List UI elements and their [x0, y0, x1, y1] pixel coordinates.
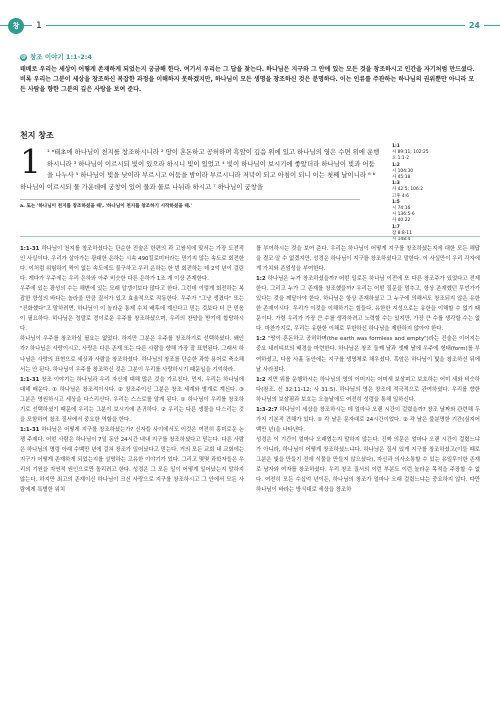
- commentary-text: 지면 위를 운행하시는 하나님의 영의 이미지는 어미새 보살펴고 보호하는 어미 새와 비슷하다(참조. 신 32:11-12; 사 31:5). 하나님의 영은 창조에 적극적으로 관여하셨다. 우리를 향한 하나님의 보살핌과 보호는 오늘날에도 여전히 성령을 통해 일하신다.: [256, 376, 480, 403]
- chapter-drop-number: 1: [20, 142, 41, 181]
- commentary-ref: 1:1-31: [20, 246, 40, 252]
- scripture-text: [20, 142, 380, 193]
- scripture-verses: ¹ ᵃ태초에 하나님이 천지를 창조하시니라 ² 땅이 혼돈하고 공허하며 흑암이 깊음 위에 있고 하나님의 영은 수면 위에 운행하시니라 ³ 하나님이 이르시되 빛이 있으라 하시니 빛이 있었고 ⁴ 빛이 하나님이 보시기에 좋았더라 하나님이 빛과 어둠을 나누사 ⁵ 하나님이 빛을 낮이라 부르시고 어둠을 밤이라 부르시니라 저녁이 되고 아침이 되니 이는 첫째 날이니라 ⁶ ᵇ하나님이 이르시되 물 가운데에 궁창이 있어 물과 물로 나뉘라 하시고 ⁷ 하나님이 궁창을: [20, 148, 380, 191]
- commentary-text: 하나님은 누가 창조하셨을까? 어떤 일로든 하나님 이전에 또 다른 창조주가 있었다고 전제한다. 그리고 누가 그 존재를 창조했을까? 우리는 어떤 질문을 멈추고, 항상 존재했던 무언가가 있다는 것을 깨달아야 한다. 하나님은 항상 존재하셨고 그 누구에 의해서도 창조되지 않은 유한한 존재이시다. 우리가 이것을 이해하기는 힘들다. 유한한 지성으로는 유한을 이해할 수 없기 때문이다. 가령 우리가 가장 큰 수를 생각하려고 노력할 수는 있지만, 가장 큰 수를 생각할 수는 없다. 마찬가지로, 우리는 유한한 이해로 무한하신 하나님을 제한하지 않아야 한다.: [256, 276, 480, 333]
- book-badge: 창: [8, 18, 24, 34]
- commentary-left-column: [20, 244, 244, 495]
- footnote-rule: [20, 199, 360, 200]
- chapter-number: 1: [32, 18, 46, 34]
- section-divider: [20, 236, 480, 237]
- header-rule: [0, 25, 500, 26]
- xref-item: 사 42:5; 106:2: [392, 187, 424, 193]
- xref-verse: 1:5: [392, 199, 400, 205]
- story-intro: [20, 52, 475, 95]
- commentary-paragraph: [256, 274, 480, 334]
- story-heading: [20, 52, 475, 61]
- commentary-paragraph: [20, 244, 244, 284]
- xref-verse: 1:3: [392, 181, 400, 187]
- xref-verse: 1:1: [392, 144, 400, 149]
- commentary-text: "땅이 혼돈하고 공허하며(the earth was formless and empty")라는 진술은 이어지는 중요 내러티브의 배경을 마련한다. 하나님은 창조 둘째 날과 셋째 날에 우주에 형태(form)를 부여하셨고, 다음 사흘 동안에는 지구를 생명체로 채우셨다. 흑암은 하나님이 빛을 창조하신 뒤에 낱 사라졌다.: [256, 336, 481, 373]
- commentary-paragraph: [256, 375, 480, 405]
- xref-item: 사 40:22: [392, 218, 411, 224]
- commentary-text: 하나님이 천지를 창조하셨다는 단순한 진술은 한편의 과 고쌍식에 맞서는 가장 도전적인 사실이다. 우리가 살아가는 광대한 은하는 시속 490킬로미터라는 믿기지 않는 속도로 회전한다. 이처럼 위험하기 짝이 없는 속도에도 불구하고 우리 은하는 한 번 회전하는 데 2억 년이 걸린다. 게다가 우주에는 우리 은하와 아주 비슷한 다른 은하가 1조 개 이상 존재한다.: [20, 246, 244, 283]
- xref-item: 시 136:5-6: [392, 212, 415, 218]
- xref-item: 시 74:16: [392, 206, 411, 212]
- page-header: [0, 18, 500, 34]
- commentary-paragraph: [256, 405, 480, 435]
- xref-item: 시 148:4: [392, 237, 411, 243]
- commentary-text: 하나님이 우주를 창조하실 필요는 없었다. 하지만 그분은 우주를 창조하기로 선택하셨다. 왜인가? 하나님은 사랑이시고, 사랑은 다른 존재 또는 다른 사람을 향해 가장 잘 표현된다. 그래서 하나님은 사랑의 표현으로 세상과 사람을 창조하셨다. 하나님의 창조를 단순한 과학 용어로 축소해서는 안 된다. 하나님이 우주를 창조하신 것은 그분이 우리를 사랑하시기 때문임을 기억하라.: [20, 336, 244, 373]
- page-number: 24: [465, 18, 484, 34]
- cross-references: [392, 144, 452, 243]
- xref-item: 시 89:11; 102:25: [392, 150, 429, 156]
- commentary-ref: 1:3-2:7: [256, 406, 278, 413]
- commentary-text: 를 부여하시는 것을 보여 준다. 우리는 하나님이 어떻게 지구를 창조하셨는지에 대한 모든 해답을 결코 알 수 없겠지만, 성경은 하나님이 지구를 창조하셨다고 말한다. 이 사실만이 우리 각자에게 가치와 존엄성을 부여한다.: [256, 246, 480, 273]
- story-title: 창조 이야기 1:1-2:4: [30, 53, 92, 61]
- section-title: 천지 창조: [20, 131, 54, 140]
- xref-verse: 1:7: [392, 224, 400, 230]
- xref-item: 사 45:18: [392, 175, 411, 181]
- commentary-text: 하나님은 어떻게 지구를 창조하셨는가? 신자들 사이에서도 이것은 여전히 흥미로운 논쟁 주제다. 어떤 사람은 하나님이 7일 동안 24시간 내내 지구를 창조하셨다고 믿는다. 다른 사람은 하나님의 명령 아래 수백만 년에 걸쳐 창조가 일어났다고 믿는다. 거의 모든 교회 내 교회에는 지구가 어떻게 존재하게 되었는지를 설명하는 고유한 이야기가 있다. 그리고 몇몇 과학자들은 우리의 기원을 자연적 원인으로만 돌리려고 한다. 성경은 그 모든 일이 어떻게 일어났는지 말하지 않는다. 하지만 최고의 존재이신 하나님이 크신 사랑으로 지구를 창조하시고 그 안에서 모든 사람에게 특별한 위치: [20, 426, 244, 494]
- commentary-ref: 1:1-31: [20, 426, 40, 433]
- commentary-ref: 1:2: [256, 376, 266, 383]
- commentary-paragraph: [256, 334, 480, 374]
- commentary-paragraph: [20, 425, 244, 495]
- xref-item: 시 104:30: [392, 168, 414, 174]
- xref-item: 잠 8:8-11: [392, 230, 412, 236]
- commentary-ref: 1:2: [256, 336, 266, 343]
- commentary-text: 우주에 있는 광성의 수는 해변에 있는 모래 알갱이보다 많다고 한다. 그런데 이렇게 회전하는 복잡한 항성의 바다는 놀라울 만큼 질서가 있고 효율적으로 작동한다. 우주가 "그냥 생겼다" 또는 "진화했다"고 말하려면, 하나님이 이 놀라운 통제 수치 배후에 계신다고 믿는 것보다 더 큰 믿음이 필요하다. 하나님은 정말로 경이로운 우주를 창조하셨으며, 우리의 찬양을 받기에 합당하시다.: [20, 286, 244, 333]
- commentary-text: 하나님이 세상을 창조하시는 데 얼마나 오랜 시간이 걸렸을까? 창조 날짜와 관련해 두 가지 기본적 견해가 있다. ① 각 날은 문자대로 24시간이었다. ② 각 날은 불분명한 기간(심지어 백만 년)을 나타낸다.: [256, 406, 481, 433]
- commentary-text: 성경은 이 기간이 얼마나 오래였는지 말하지 않는다. 진짜 의문은 얼마나 오랜 시간이 걸렸느냐가 아니라, 하나님이 어떻게 창조하셨느냐다. 하나님은 질서 있게 지구를 창조하셨고(이들 때로 그분은 빛을 만들기 전에 식물을 만들지 않으셨다), 자신과 의사소통할 수 있는 유일무이한 존재로 남자와 여자를 창조하셨다. 우리 창조 질서의 이런 부분도 이런 놀라운 목적을 주장할 수 없다. 여전히 모든 수십억 년이든, 하나님의 창조가 얼마나 오래 걸렸느냐는 중요하지 않다. 다만 하나님이 바라는 방식대로 세상을 창조하: [256, 436, 480, 494]
- xref-item: 요 1:1-2: [392, 156, 410, 162]
- footnote: a. 또는 '하나님이 천지를 창조하셨을 때', '하나님이 천지를 창조하기 시작하셨을 때.': [20, 204, 192, 209]
- scripture-section: [20, 130, 380, 209]
- commentary-paragraph: [20, 284, 244, 334]
- commentary-right-column: [256, 244, 480, 495]
- commentary-paragraph: [256, 435, 480, 495]
- commentary-paragraph: [256, 244, 480, 274]
- commentary-ref: 1:1-31: [20, 376, 40, 383]
- commentary-paragraph: [20, 334, 244, 374]
- xref-item: 고후 4:6: [392, 193, 409, 199]
- commentary-paragraph: [20, 375, 244, 425]
- story-body: 태배로 우리는 세상이 어떻게 존재하게 되었는지 궁금해 한다. 여기서 우리는 그 답을 찾는다. 하나님은 지구와 그 안에 있는 모든 것을 창조하시고 인간을 자기처럼 만드셨다. 비록 우리는 그분이 세상을 창조하신 복잡한 과정을 이해하지 못하겠지만, 하나님이 모든 생명을 창조하신 것은 분명하다. 이는 인류를 주관하는 하나님의 권위뿐만 아니라 모든 사람을 향한 그분의 깊은 사랑을 보여 준다.: [20, 66, 475, 93]
- xref-verse: 1:2: [392, 162, 400, 168]
- commentary-ref: 1:2: [256, 276, 266, 283]
- commentary-text: 창조 이야기는 하나님과 우리 자신에 대해 많은 것을 가르친다. 먼저, 우리는 하나님에 대해 배운다. ① 하나님은 창조적이시다. ② 창조주이신 그분은 창조 세계와 별개로 계신다. ③ 그분은 영원하시고 세상을 다스리신다. 우리는 스스로를 알게 된다. ① 하나님이 우리를 창조하기로 선택하셨기 때문에 우리는 그분이 보시기에 존귀하다. ② 우리는 다른 생물을 다스리는 것을 포함하여 창조 질서에서 중요한 역할을 한다.: [20, 376, 244, 423]
- story-marker-icon: @: [21, 53, 26, 60]
